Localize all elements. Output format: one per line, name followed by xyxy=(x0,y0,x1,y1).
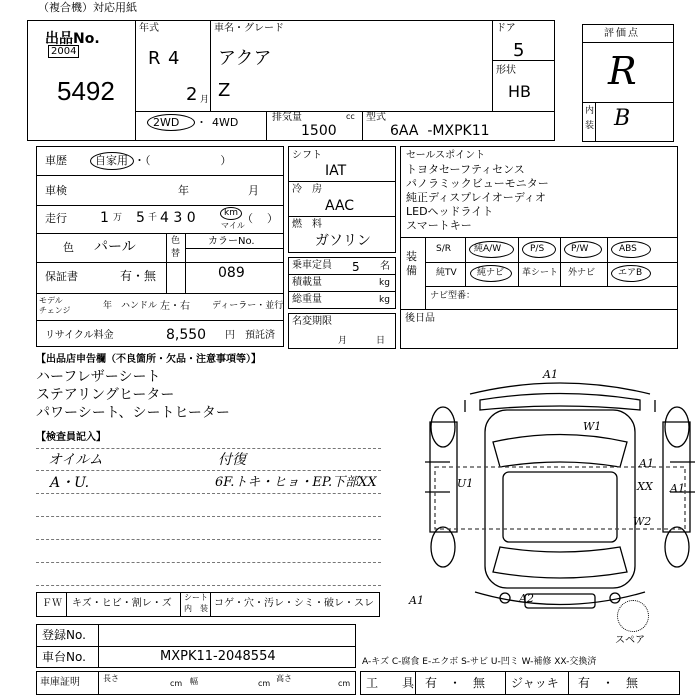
inspection-label: 車検 xyxy=(45,184,67,197)
fw-items: キズ・ヒビ・割レ・ズ xyxy=(72,598,172,609)
drive-2wd: 2WD xyxy=(153,116,180,129)
damage-mark: A1 xyxy=(409,594,424,607)
handle-label: ハンドル xyxy=(121,301,158,311)
navi-model-label: ナビ型番： xyxy=(430,291,476,301)
car-name: アクア xyxy=(218,48,272,69)
seat-items: コゲ・穴・汚レ・シミ・破レ・スレ xyxy=(214,598,374,609)
man-unit: 万 xyxy=(113,213,123,223)
equip-power-steering: P/S xyxy=(530,244,545,254)
tools-label: 工 具 xyxy=(366,676,415,690)
lot-number: 5492 xyxy=(57,76,115,106)
car-grade: Z xyxy=(218,80,231,101)
dealer-note-line: ステアリングヒーター xyxy=(36,387,175,403)
body-outline xyxy=(485,410,635,588)
name-change-month: 月 xyxy=(338,336,348,346)
color-change-2: 替 xyxy=(171,249,181,259)
fuel-value: ガソリン xyxy=(315,233,371,249)
equip-sunroof: S/R xyxy=(436,244,451,254)
cert-cm: cm xyxy=(170,679,183,688)
cert-cm: cm xyxy=(258,679,271,688)
lot-label: 出品No. xyxy=(45,31,100,47)
displacement: 1500 xyxy=(301,123,337,139)
equip-alloy-wheels: 純A/W xyxy=(474,244,502,254)
history-label: 車歴 xyxy=(45,154,67,167)
equip-abs: ABS xyxy=(619,244,637,254)
damage-mark: A1 xyxy=(543,368,558,381)
form-note: （複合機）対応用紙 xyxy=(38,1,137,14)
shape-label: 形状 xyxy=(496,65,516,76)
rear-window xyxy=(493,547,627,578)
jack-value: 有 ・ 無 xyxy=(578,676,639,690)
lot-year-tag: 2004 xyxy=(48,45,79,58)
year-label: 年式 xyxy=(139,23,159,34)
mileage-thousands: 5 xyxy=(136,210,145,226)
equip-navi: 純ナビ xyxy=(477,268,505,278)
history-other: ・（ ） xyxy=(134,154,232,167)
seat-label-1: シート xyxy=(184,593,208,602)
dealer-note-line: パワーシート、シートヒーター xyxy=(36,405,230,421)
ac-label: 冷 房 xyxy=(292,184,322,195)
model-change-year: 年 xyxy=(103,301,113,311)
model-code-label: 型式 xyxy=(366,112,386,123)
equip-aftermarket-navi: 外ナビ xyxy=(568,268,596,278)
mile-unit: マイル xyxy=(221,221,245,230)
capacity-unit: 名 xyxy=(380,261,390,272)
sales-points-title: セールスポイント xyxy=(406,150,486,161)
damage-mark: W1 xyxy=(583,420,602,433)
mileage-label: 走行 xyxy=(45,212,67,225)
door-label: ドア xyxy=(496,23,516,34)
front-bumper-outline xyxy=(470,383,650,394)
displacement-label: 排気量 xyxy=(272,112,302,123)
equip-airbag: エアB xyxy=(618,268,643,278)
cert-height: 高さ xyxy=(276,674,292,683)
windshield xyxy=(493,435,627,468)
roof xyxy=(503,472,617,542)
dealer-notes-title: 【出品店申告欄（不良箇所・欠品・注意事項等）】 xyxy=(36,354,261,365)
era: R xyxy=(148,48,161,69)
capacity-label: 乗車定員 xyxy=(292,260,332,271)
spare-tire-icon xyxy=(617,600,649,632)
interior-score: B xyxy=(614,106,631,131)
warranty-label: 保証書 xyxy=(45,270,78,283)
model-code: 6AA -MXPK11 xyxy=(390,123,490,139)
gross-label: 総重量 xyxy=(292,294,322,305)
name-change-label: 名変期限 xyxy=(292,316,332,327)
sales-point: パノラミックビューモニター xyxy=(406,177,549,190)
evaluation-label: 評価点 xyxy=(604,28,640,39)
month-unit: 月 xyxy=(200,95,210,105)
recycle-unit: 円 xyxy=(225,330,235,341)
tools-value: 有 ・ 無 xyxy=(425,676,486,690)
damage-mark: A2 xyxy=(519,592,534,605)
inspector-note: オイルム xyxy=(48,452,103,468)
displacement-unit: cc xyxy=(346,112,355,121)
recycle-label: リサイクル料金 xyxy=(45,330,114,341)
dealer-label: ディーラー・並行 xyxy=(212,301,284,311)
hood-outline xyxy=(480,394,640,411)
fw-label: ＦＷ xyxy=(42,598,62,609)
shift-label: シフト xyxy=(292,150,322,161)
recycle-amount: 8,550 xyxy=(166,327,207,343)
cert-cm: cm xyxy=(338,679,351,688)
inspector-note: 6F.トキ・ヒョ・EP.下部XX xyxy=(215,475,377,490)
damage-mark: XX xyxy=(637,480,653,493)
drive-separator: ・ xyxy=(196,116,207,129)
color-no-label: カラーNo. xyxy=(208,236,255,247)
mileage-paren: （ ） xyxy=(242,212,278,225)
ac-value: AAC xyxy=(325,198,355,214)
color-no: 089 xyxy=(218,265,245,281)
km-unit: km xyxy=(224,208,238,218)
inspector-title: 【検査員記入】 xyxy=(36,432,106,443)
equip-leather: 革シート xyxy=(522,268,559,278)
body-shape: HB xyxy=(508,82,532,101)
seat-label-2: 内 装 xyxy=(184,604,208,613)
inspection-year-unit: 年 xyxy=(178,184,189,197)
load-label: 積載量 xyxy=(292,277,322,288)
garage-cert-label: 車庫証明 xyxy=(40,677,80,688)
cert-width: 幅 xyxy=(190,677,198,686)
jack-label: ジャッキ xyxy=(511,676,559,690)
interior-label-2: 装 xyxy=(585,121,595,131)
color-change-1: 色 xyxy=(171,236,181,246)
interior-label-1: 内 xyxy=(585,106,595,116)
handle-value: 左・右 xyxy=(160,301,190,312)
recycle-status: 預託済 xyxy=(245,330,275,341)
equip-tv: 純TV xyxy=(436,268,457,278)
shift-value: IAT xyxy=(325,163,347,179)
sales-point: トヨタセーフティセンス xyxy=(406,163,525,176)
name-change-day: 日 xyxy=(376,336,386,346)
car-damage-diagram xyxy=(395,362,695,620)
mileage-rest: 4 3 0 xyxy=(160,210,196,226)
load-unit: kg xyxy=(379,278,390,288)
reg-label: 登録No. xyxy=(42,628,86,642)
damage-mark: W2 xyxy=(633,515,652,528)
damage-mark: A1 xyxy=(639,457,654,470)
damage-mark: U1 xyxy=(457,477,474,490)
spare-label: スペア xyxy=(615,635,645,646)
warranty-value: 有・無 xyxy=(120,269,157,283)
inspection-month-unit: 月 xyxy=(248,184,259,197)
name-grade-label: 車名・グレード xyxy=(214,23,284,34)
damage-mark: A1 xyxy=(670,482,685,495)
sales-point: LEDヘッドライト xyxy=(406,205,494,218)
capacity-value: 5 xyxy=(352,260,360,274)
equipment-label: 装備 xyxy=(406,250,417,277)
model-change-label-1: モデル xyxy=(39,296,63,305)
equip-power-windows: P/W xyxy=(571,244,589,254)
inspector-note: A・U. xyxy=(50,475,90,491)
model-change-label-2: チェンジ xyxy=(39,306,71,315)
sales-point: スマートキー xyxy=(406,219,472,232)
sales-point: 純正ディスプレイオーディオ xyxy=(406,191,546,204)
cert-length: 長さ xyxy=(103,674,119,683)
gross-unit: kg xyxy=(379,295,390,305)
fuel-label: 燃 料 xyxy=(292,219,322,230)
history-private: 自家用 xyxy=(95,154,128,167)
later-items-label: 後日品 xyxy=(405,313,435,324)
color-label: 色 xyxy=(63,241,74,254)
model-year: 4 xyxy=(168,48,180,69)
door-count: 5 xyxy=(513,40,525,61)
evaluation-score: R xyxy=(608,49,637,93)
inspector-note: 付復 xyxy=(218,452,246,468)
mileage-ten-thousands: 1 xyxy=(100,210,109,226)
damage-legend: A-キズ C-腐食 E-エクボ S-サビ U-凹ミ W-補修 XX-交換済 xyxy=(362,657,597,667)
color-value: パール xyxy=(94,239,136,255)
chassis-label: 車台No. xyxy=(42,650,86,664)
drive-4wd: 4WD xyxy=(212,116,239,129)
chassis-number: MXPK11-2048554 xyxy=(160,649,276,664)
sen-unit: 千 xyxy=(148,213,158,223)
dealer-note-line: ハーフレザーシート xyxy=(36,369,161,385)
model-month: 2 xyxy=(186,84,198,105)
